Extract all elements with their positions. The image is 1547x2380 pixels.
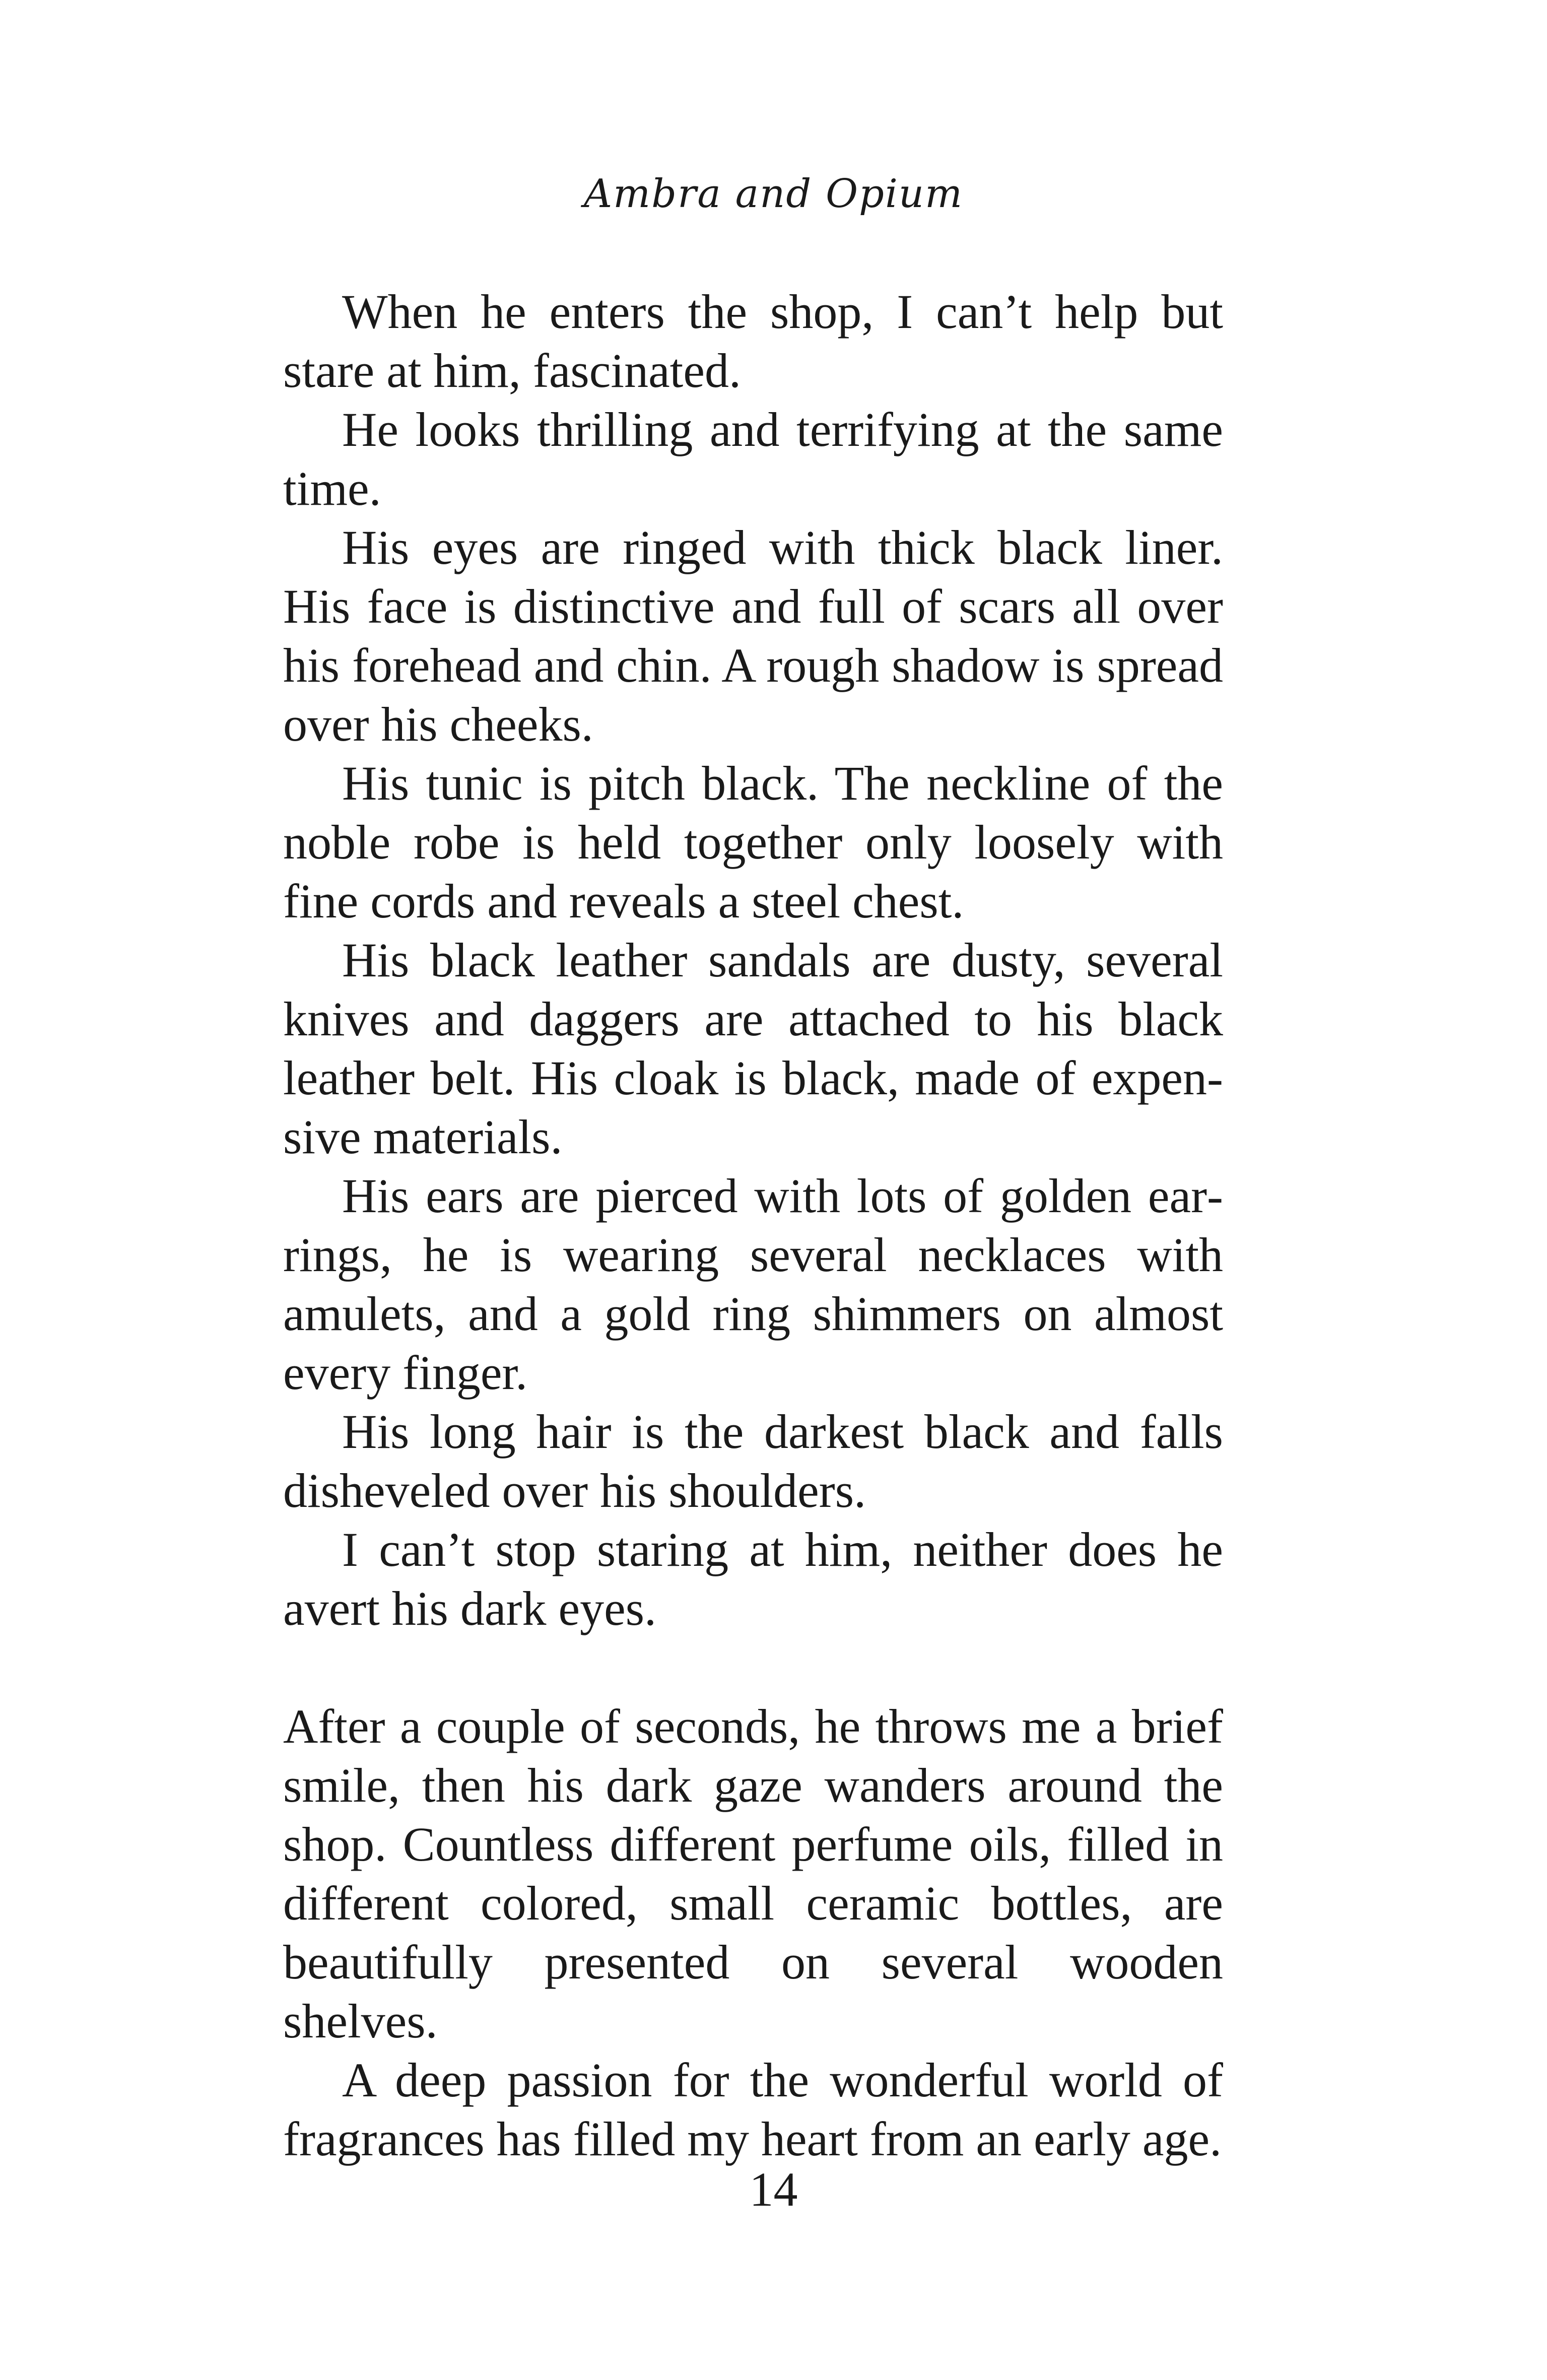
paragraph: He looks thrilling and terrifying at the same time. — [283, 403, 1223, 515]
paragraph: His ears are pierced with lots of golden earrings, he is wearing several necklaces with amulets, and a gold ring shimmers on almost every finger. — [283, 1169, 1223, 1400]
paragraph: His tunic is pitch black. The neckline of the noble robe is held together only loosely with fine cords and reveals a steel chest. — [283, 756, 1223, 928]
page-number: 14 — [749, 2162, 798, 2216]
paragraph-section-start: After a couple of seconds, he throws me a brief smile, then his dark gaze wanders around the shop. Countless different perfume oils, filled in different colored, small ceramic bottles, are beautifully presented on several wooden shelves. — [283, 1699, 1223, 2048]
paragraph: When he enters the shop, I can’t help but stare at him, fascinated. — [283, 285, 1223, 398]
running-head-title: Ambra and Opium — [583, 171, 964, 217]
paragraph: His black leather sandals are dusty, several knives and daggers are attached to his black leather belt. His cloak is black, made of expensive materials. — [283, 933, 1223, 1164]
paragraph: I can’t stop staring at him, neither does he avert his dark eyes. — [283, 1523, 1223, 1635]
paragraph: A deep passion for the wonderful world of fragrances has filled my heart from an early age. — [283, 2053, 1223, 2166]
paragraph: His long hair is the darkest black and falls disheveled over his shoulders. — [283, 1405, 1223, 1517]
scene-break — [283, 1638, 1223, 1697]
body-text — [283, 282, 1223, 2168]
paragraph: His eyes are ringed with thick black liner. His face is distinctive and full of scars all over his forehead and chin. A rough shadow is spread over his cheeks. — [283, 520, 1223, 751]
